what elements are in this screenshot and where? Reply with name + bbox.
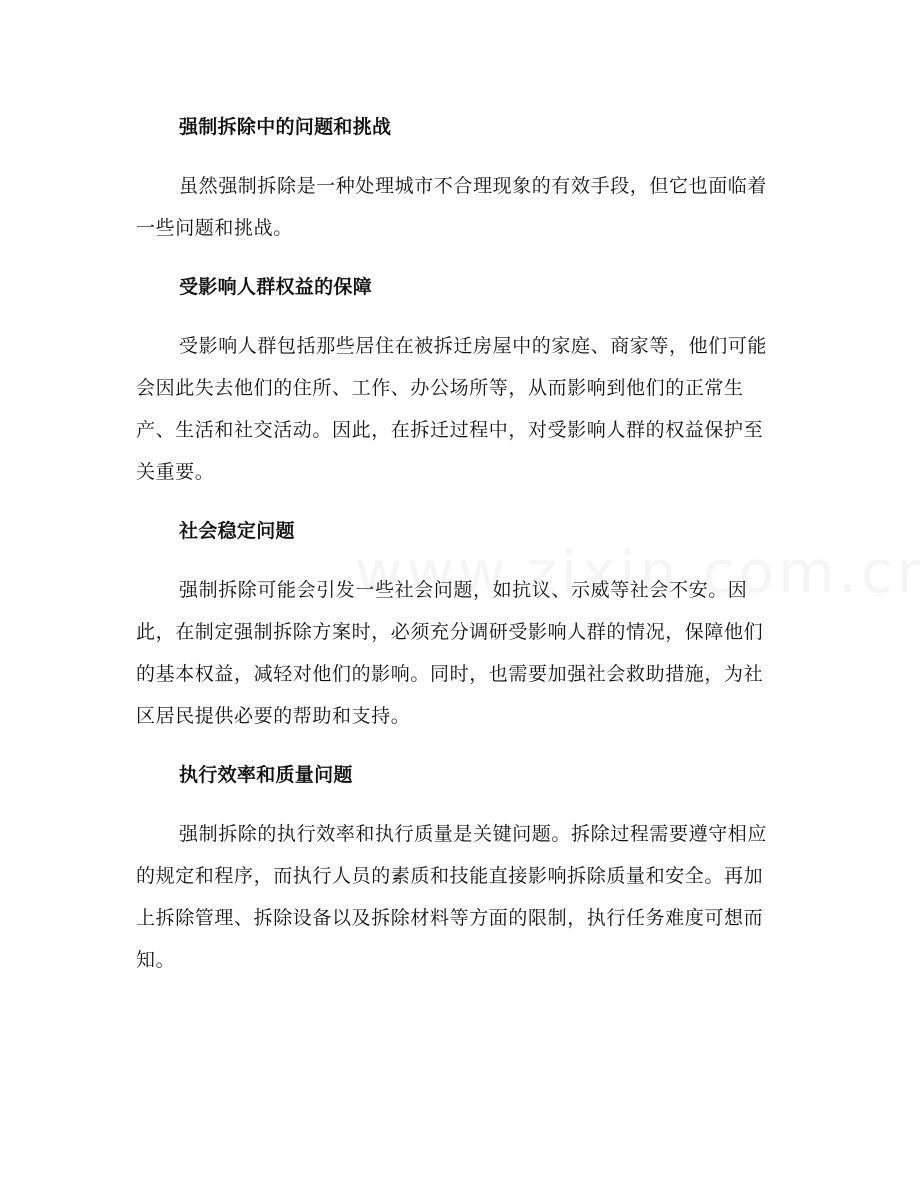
section-heading: 执行效率和质量问题	[179, 764, 353, 786]
section-paragraph: 强制拆除的执行效率和执行质量是关键问题。拆除过程需要遵守相应的规定和程序，而执行人员的素质和技能直接影响拆除质量和安全。再加上拆除管理、拆除设备以及拆除材料等方面的限制，执行任务难度可想而知。	[136, 823, 768, 971]
section-heading: 社会稳定问题	[179, 520, 295, 542]
section-paragraph: 受影响人群包括那些居住在被拆迁房屋中的家庭、商家等，他们可能会因此失去他们的住所、工作、办公场所等，从而影响到他们的正常生产、生活和社交活动。因此，在拆迁过程中，对受影响人群的权益保护至关重要。	[136, 335, 768, 483]
section-paragraph: 强制拆除可能会引发一些社会问题，如抗议、示威等社会不安。因此，在制定强制拆除方案时，必须充分调研受影响人群的情况，保障他们的基本权益，减轻对他们的影响。同时，也需要加强社会救助措施，为社区居民提供必要的帮助和支持。	[136, 579, 764, 727]
section-efficiency-quality	[136, 757, 776, 981]
section-heading: 强制拆除中的问题和挑战	[179, 116, 392, 138]
section-social-stability	[136, 513, 776, 757]
section-paragraph: 虽然强制拆除是一种处理城市不合理现象的有效手段，但它也面临着一些问题和挑战。	[136, 175, 768, 239]
section-heading: 受影响人群权益的保障	[179, 276, 373, 298]
document-page	[136, 109, 776, 981]
section-rights-protection	[136, 269, 776, 513]
section-challenges	[136, 109, 776, 269]
